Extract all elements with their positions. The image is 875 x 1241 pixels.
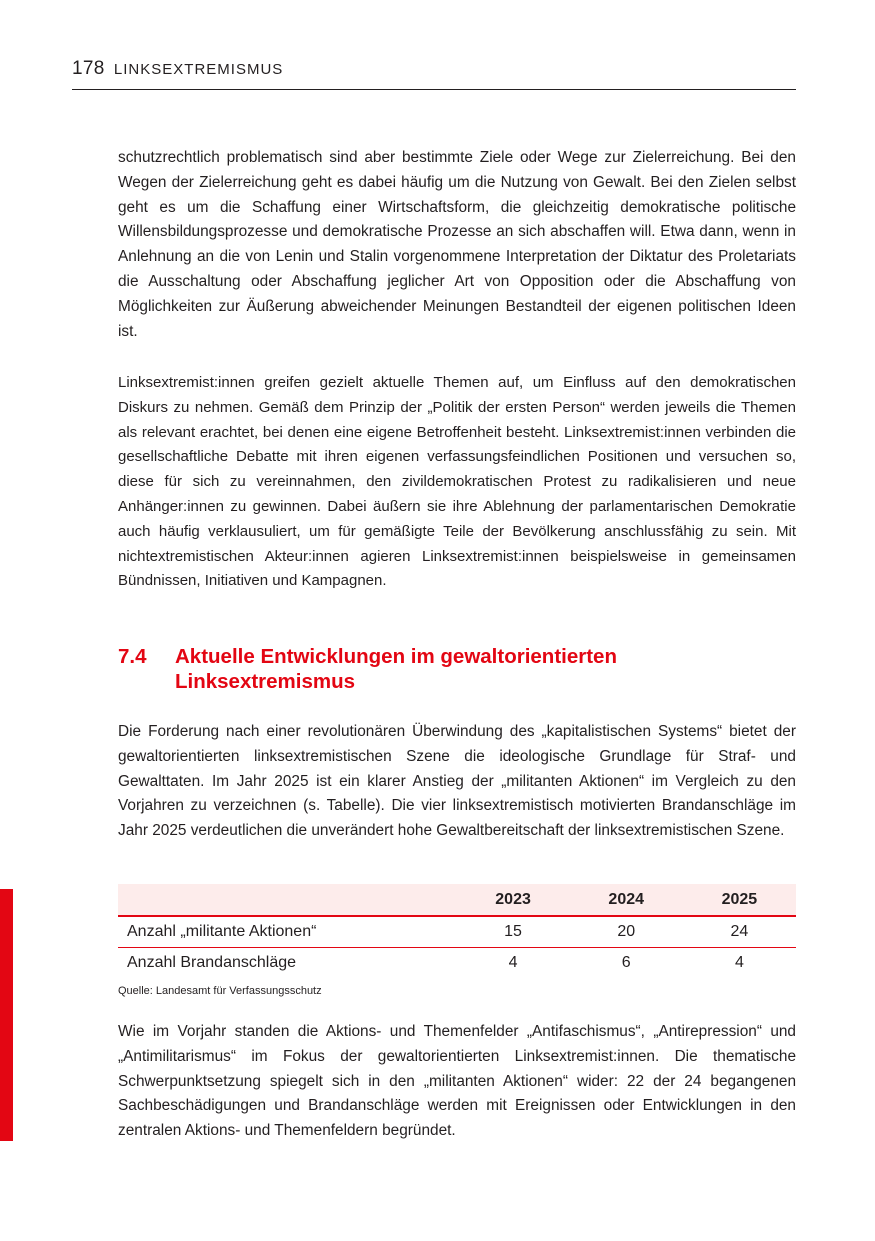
- row-label: Anzahl „militante Aktionen“: [118, 916, 456, 948]
- paragraph-4: Wie im Vorjahr standen die Aktions- und Themenfelder „Antifaschismus“, „Antirepression“ und „Antimilitarismus“ im Fokus der gewaltorientierten Linksextremist:innen. Die thematische Schwerpunktsetzung spiegelt sich in den „militanten Aktionen“ wider: 22 der 24 begangenen Sachbeschädigungen und Brandanschläge werden mit Ereignissen oder Entwicklungen in den zentralen Aktions- und Themenfeldern begründet.: [118, 1023, 796, 1140]
- table-header-empty: [118, 884, 456, 916]
- paragraph-2: Linksextremist:innen greifen gezielt aktuelle Themen auf, um Einfluss auf den demokratischen Diskurs zu nehmen. Gemäß dem Prinzip der „Politik der ersten Person“ werden jeweils die Themen als relevant erachtet, bei denen eine eigene Betroffenheit besteht. Linksextremist:innen verbinden die gesellschaftliche Debatte mit ihren eigenen verfassungsfeindlichen Positionen und versuchen so, diese für sich zu vereinnahmen, den zivildemokratischen Protest zu radikalisieren und neue Anhänger:innen zu gewinnen. Dabei äußern sie ihre Ablehnung der parlamentarischen Demokratie auch häufig verklausuliert, um für gemäßigte Teile der Bevölkerung anschlussfähig zu sein. Mit nichtextremistischen Akteur:innen agieren Linksextremist:innen beispielsweise in gemeinsamen Bündnissen, Initiativen und Kampagnen.: [118, 374, 796, 590]
- table-header-row: [118, 884, 796, 916]
- table-row: [118, 916, 796, 948]
- paragraph-3: Die Forderung nach einer revolutionären Überwindung des „kapitalistischen Systems“ bietet der gewaltorientierten linksextremistischen Szene die ideologische Grundlage für Straf- und Gewalttaten. Im Jahr 2025 ist ein klarer Anstieg der „militanten Aktionen“ im Vergleich zu den Vorjahren zu verzeichnen (s. Tabelle). Die vier linksextremistisch motivierten Brandanschläge im Jahr 2025 verdeutlichen die unverändert hohe Gewaltbereitschaft der linksextremistischen Szene.: [118, 723, 796, 840]
- paragraph-1: schutzrechtlich problematisch sind aber bestimmte Ziele oder Wege zur Zielerreichung. Bei den Wegen der Zielerreichung geht es dabei häufig um die Nutzung von Gewalt. Bei den Zielen selbst geht es um die Schaffung einer Wirtschaftsform, die gleichzeitig demokratische politische Willensbildungsprozesse und demokratische Prozesse an sich abschaffen will. Etwa dann, wenn in Anlehnung an die von Lenin und Stalin vorgenommene Interpretation der Diktatur des Proletariats die Ausschaltung oder Abschaffung jeglicher Art von Opposition oder die Abschaffung von Möglichkeiten zur Äußerung abweichender Meinungen Bestandteil der eigenen politischen Ideen ist.: [118, 149, 796, 340]
- table-cell: 4: [508, 954, 518, 971]
- table-row: [118, 948, 796, 979]
- running-head: [72, 56, 796, 90]
- table-source: Quelle: Landesamt für Verfassungsschutz: [118, 985, 322, 997]
- table-header-2025: 2025: [683, 884, 796, 916]
- table-header-2024: 2024: [570, 884, 683, 916]
- table-cell: 24: [683, 916, 796, 948]
- section-title: Aktuelle Entwicklungen im gewaltorientierten Linksextremismus: [175, 645, 617, 693]
- page-number: 178: [72, 58, 105, 79]
- statistics-table: [118, 884, 796, 978]
- table-header-2023: 2023: [456, 884, 569, 916]
- section-heading: [118, 644, 796, 694]
- chapter-marker-bar: [0, 889, 13, 1141]
- row-label: Anzahl Brandanschläge: [127, 954, 297, 971]
- table-cell: 20: [570, 916, 683, 948]
- table-cell: 6: [621, 954, 631, 971]
- table-cell: 4: [734, 954, 744, 971]
- running-head-title: LINKSEXTREMISMUS: [113, 61, 284, 78]
- section-number: 7.4: [118, 645, 147, 668]
- table-cell: 15: [456, 916, 569, 948]
